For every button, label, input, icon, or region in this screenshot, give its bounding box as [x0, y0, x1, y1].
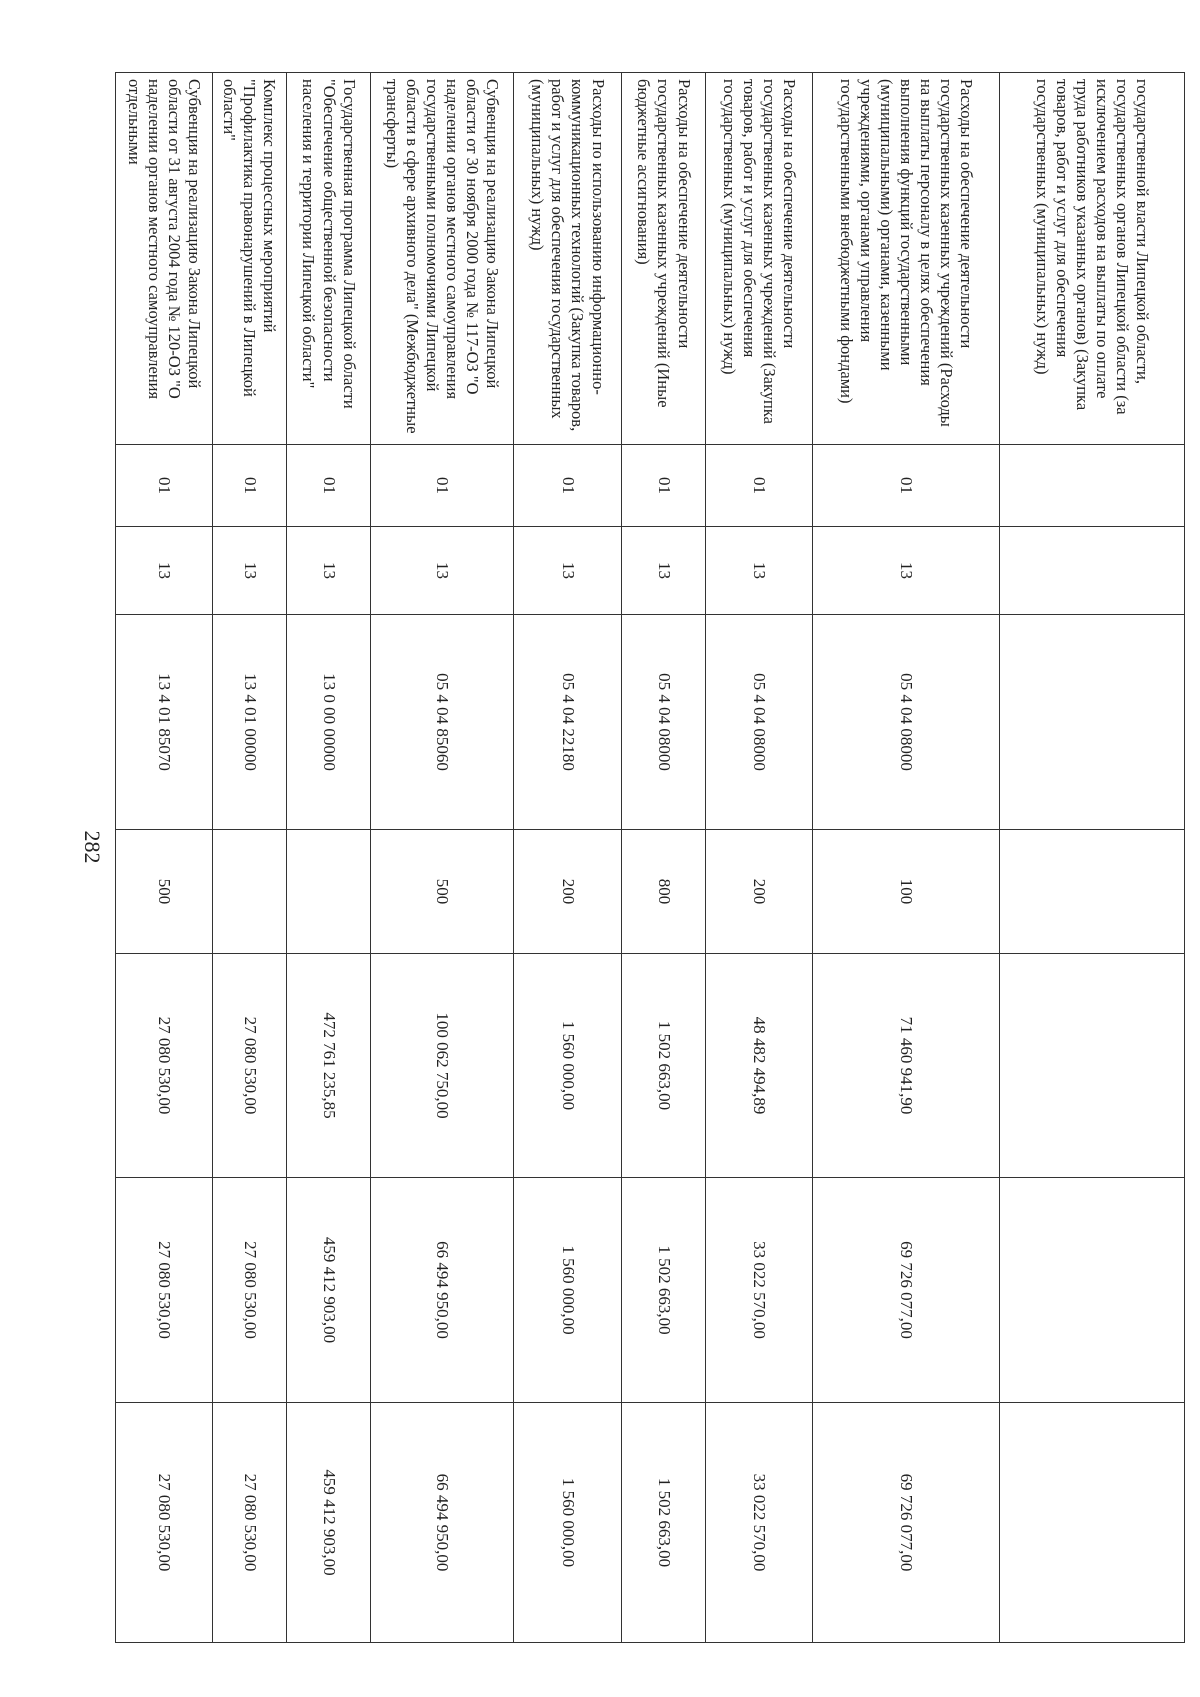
amount-2: 69 726 077,00 — [813, 1178, 1000, 1403]
expense-type: 500 — [116, 830, 213, 954]
subsection-code: 13 — [513, 527, 622, 615]
amount-1: 27 080 530,00 — [116, 954, 213, 1178]
table-row — [116, 73, 213, 1643]
amount-1: 100 062 750,00 — [371, 954, 513, 1178]
amount-3: 27 080 530,00 — [212, 1403, 286, 1643]
amount-2: 27 080 530,00 — [116, 1178, 213, 1403]
section-code: 01 — [705, 445, 812, 527]
amount-2 — [999, 1178, 1184, 1403]
amount-3 — [999, 1403, 1184, 1643]
target-article: 05 4 04 08000 — [813, 615, 1000, 830]
section-code: 01 — [116, 445, 213, 527]
amount-3: 1 560 000,00 — [513, 1403, 622, 1643]
target-article: 13 0 00 00000 — [286, 615, 371, 830]
subsection-code: 13 — [371, 527, 513, 615]
table-row — [622, 73, 706, 1643]
row-description: Расходы на обеспечение деятельности государственных казенных учреждений (Закупка товаров, работ и услуг для обеспечения государственных (муниципальных) нужд) — [705, 73, 812, 445]
row-description: Субвенция на реализацию Закона Липецкой области от 30 ноября 2000 года № 117-ОЗ "О наделении органов местного самоуправления государственными полномочиями Липецкой области в сфере архивного дела" (Межбюджетные трансферты) — [371, 73, 513, 445]
expense-type: 500 — [371, 830, 513, 954]
amount-1: 472 761 235,85 — [286, 954, 371, 1178]
section-code: 01 — [212, 445, 286, 527]
expense-type: 200 — [705, 830, 812, 954]
expense-type: 100 — [813, 830, 1000, 954]
subsection-code: 13 — [622, 527, 706, 615]
amount-2: 33 022 570,00 — [705, 1178, 812, 1403]
amount-3: 69 726 077,00 — [813, 1403, 1000, 1643]
expense-type — [212, 830, 286, 954]
amount-2: 1 560 000,00 — [513, 1178, 622, 1403]
target-article: 13 4 01 00000 — [212, 615, 286, 830]
section-code: 01 — [622, 445, 706, 527]
subsection-code: 13 — [813, 527, 1000, 615]
expense-type: 800 — [622, 830, 706, 954]
section-code: 01 — [513, 445, 622, 527]
amount-1 — [999, 954, 1184, 1178]
subsection-code: 13 — [116, 527, 213, 615]
subsection-code: 13 — [705, 527, 812, 615]
section-code: 01 — [286, 445, 371, 527]
table-row — [371, 73, 513, 1643]
row-description: Расходы по использованию информационно-коммуникационных технологий (Закупка товаров, работ и услуг для обеспечения государственных (муниципальных) нужд) — [513, 73, 622, 445]
amount-2: 66 494 950,00 — [371, 1178, 513, 1403]
amount-1: 1 560 000,00 — [513, 954, 622, 1178]
amount-3: 1 502 663,00 — [622, 1403, 706, 1643]
section-code: 01 — [813, 445, 1000, 527]
rotated-table-container — [115, 72, 1185, 1642]
subsection-code: 13 — [286, 527, 371, 615]
table-row — [212, 73, 286, 1643]
budget-table — [115, 72, 1185, 1643]
table-row — [513, 73, 622, 1643]
section-code — [999, 445, 1184, 527]
amount-1: 27 080 530,00 — [212, 954, 286, 1178]
row-description: Комплекс процессных мероприятий "Профилактика правонарушений в Липецкой области" — [212, 73, 286, 445]
subsection-code — [999, 527, 1184, 615]
row-description: Государственная программа Липецкой области "Обеспечение общественной безопасности населения и территории Липецкой области" — [286, 73, 371, 445]
amount-2: 459 412 903,00 — [286, 1178, 371, 1403]
amount-3: 33 022 570,00 — [705, 1403, 812, 1643]
subsection-code: 13 — [212, 527, 286, 615]
table-row — [813, 73, 1000, 1643]
table-row — [999, 73, 1184, 1643]
target-article: 05 4 04 85060 — [371, 615, 513, 830]
amount-1: 48 482 494,89 — [705, 954, 812, 1178]
amount-3: 459 412 903,00 — [286, 1403, 371, 1643]
amount-2: 1 502 663,00 — [622, 1178, 706, 1403]
row-description: Субвенция на реализацию Закона Липецкой области от 31 августа 2004 года № 120-ОЗ "О наделении органов местного самоуправления отдельными — [116, 73, 213, 445]
target-article: 05 4 04 22180 — [513, 615, 622, 830]
page-number: 282 — [80, 830, 105, 864]
expense-type — [999, 830, 1184, 954]
target-article — [999, 615, 1184, 830]
amount-3: 27 080 530,00 — [116, 1403, 213, 1643]
amount-1: 71 460 941,90 — [813, 954, 1000, 1178]
amount-1: 1 502 663,00 — [622, 954, 706, 1178]
expense-type — [286, 830, 371, 954]
target-article: 13 4 01 85070 — [116, 615, 213, 830]
amount-2: 27 080 530,00 — [212, 1178, 286, 1403]
target-article: 05 4 04 08000 — [622, 615, 706, 830]
row-description: государственной власти Липецкой области, государственных органов Липецкой области (за исключением расходов на выплаты по оплате труда работников указанных органов) (Закупка товаров, работ и услуг для обеспечения государственных (муниципальных) нужд) — [999, 73, 1184, 445]
table-row — [286, 73, 371, 1643]
amount-3: 66 494 950,00 — [371, 1403, 513, 1643]
expense-type: 200 — [513, 830, 622, 954]
section-code: 01 — [371, 445, 513, 527]
table-row — [705, 73, 812, 1643]
target-article: 05 4 04 08000 — [705, 615, 812, 830]
row-description: Расходы на обеспечение деятельности государственных казенных учреждений (Иные бюджетные ассигнования) — [622, 73, 706, 445]
row-description: Расходы на обеспечение деятельности государственных казенных учреждений (Расходы на выплаты персоналу в целях обеспечения выполнения функций государственными (муниципальными) органами, казенными учреждениями, органами управления государственными внебюджетными фондами) — [813, 73, 1000, 445]
